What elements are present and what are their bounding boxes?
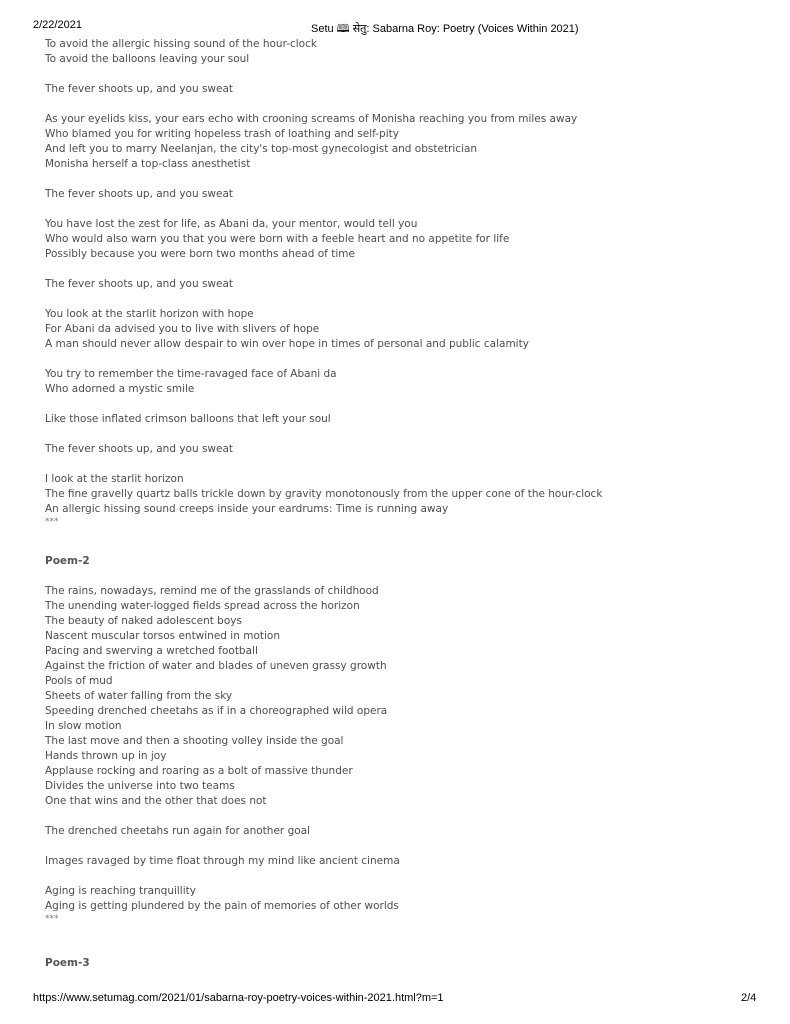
stanza-gap <box>45 292 765 307</box>
poem-line: Monisha herself a top-class anesthetist <box>45 158 251 170</box>
poem-line: I look at the starlit horizon <box>45 473 184 485</box>
poem-line: Images ravaged by time float through my mind like ancient cinema <box>45 855 400 867</box>
poem-refrain: The fever shoots up, and you sweat <box>45 83 234 95</box>
stanza-gap <box>45 457 765 472</box>
poem-line: The last move and then a shooting volley inside the goal <box>45 735 344 747</box>
section-separator: *** <box>45 517 59 527</box>
stanza-gap <box>45 67 765 82</box>
print-page-title: Setu 🕮 सेतु: Sabarna Roy: Poetry (Voices Within 2021) <box>311 23 579 35</box>
poem-line: The fine gravelly quartz balls trickle down by gravity monotonously from the upper cone of the hour-clock <box>45 488 603 500</box>
print-header <box>0 19 790 33</box>
stanza-gap <box>45 262 765 277</box>
section-separator: *** <box>45 914 59 924</box>
stanza-gap <box>45 397 765 412</box>
section-gap <box>45 528 765 554</box>
poem-heading: Poem-2 <box>45 555 90 567</box>
poem-line: The drenched cheetahs run again for another goal <box>45 825 311 837</box>
poem-line: For Abani da advised you to live with slivers of hope <box>45 323 320 335</box>
poem-heading: Poem-3 <box>45 957 90 969</box>
poem-refrain: The fever shoots up, and you sweat <box>45 188 234 200</box>
poem-line: Applause rocking and roaring as a bolt of massive thunder <box>45 765 353 777</box>
poem-line: To avoid the balloons leaving your soul <box>45 53 250 65</box>
poem-line: To avoid the allergic hissing sound of the hour-clock <box>45 38 317 50</box>
stanza-gap <box>45 569 765 584</box>
poem-line: Aging is reaching tranquillity <box>45 885 196 897</box>
section-gap <box>45 925 765 956</box>
poem-line: You have lost the zest for life, as Abani da, your mentor, would tell you <box>45 218 418 230</box>
stanza-gap <box>45 869 765 884</box>
print-footer <box>0 992 790 1006</box>
poem-line: A man should never allow despair to win over hope in times of personal and public calamity <box>45 338 529 350</box>
poem-line: The beauty of naked adolescent boys <box>45 615 242 627</box>
stanza-gap <box>45 809 765 824</box>
stanza-gap <box>45 352 765 367</box>
poem-line: And left you to marry Neelanjan, the city's top-most gynecologist and obstetrician <box>45 143 478 155</box>
stanza-gap <box>45 427 765 442</box>
poem-line: Possibly because you were born two months ahead of time <box>45 248 355 260</box>
poem-line: The rains, nowadays, remind me of the grasslands of childhood <box>45 585 379 597</box>
poem-line: As your eyelids kiss, your ears echo with crooning screams of Monisha reaching you from miles away <box>45 113 578 125</box>
stanza-gap <box>45 97 765 112</box>
poem-line: Nascent muscular torsos entwined in motion <box>45 630 280 642</box>
poem-line: Who would also warn you that you were born with a feeble heart and no appetite for life <box>45 233 510 245</box>
article-body <box>45 37 765 971</box>
stanza-gap <box>45 172 765 187</box>
poem-line: Who blamed you for writing hopeless trash of loathing and self-pity <box>45 128 399 140</box>
poem-line: Like those inflated crimson balloons that left your soul <box>45 413 331 425</box>
stanza-gap <box>45 202 765 217</box>
poem-line: One that wins and the other that does not <box>45 795 267 807</box>
poem-line: Who adorned a mystic smile <box>45 383 195 395</box>
poem-line: You try to remember the time-ravaged face of Abani da <box>45 368 337 380</box>
poem-line: Sheets of water falling from the sky <box>45 690 233 702</box>
poem-line: Divides the universe into two teams <box>45 780 235 792</box>
print-date: 2/22/2021 <box>33 19 82 31</box>
poem-line: You look at the starlit horizon with hope <box>45 308 254 320</box>
poem-line: Pools of mud <box>45 675 113 687</box>
poem-refrain: The fever shoots up, and you sweat <box>45 278 234 290</box>
poem-line: Aging is getting plundered by the pain of memories of other worlds <box>45 900 399 912</box>
print-url: https://www.setumag.com/2021/01/sabarna-roy-poetry-voices-within-2021.html?m=1 <box>33 992 444 1004</box>
poem-refrain: The fever shoots up, and you sweat <box>45 443 234 455</box>
poem-line: Pacing and swerving a wretched football <box>45 645 258 657</box>
page-number: 2/4 <box>741 992 757 1004</box>
poem-line: Against the friction of water and blades of uneven grassy growth <box>45 660 387 672</box>
poem-line: Hands thrown up in joy <box>45 750 167 762</box>
poem-line: Speeding drenched cheetahs as if in a choreographed wild opera <box>45 705 388 717</box>
poem-line: In slow motion <box>45 720 122 732</box>
poem-line: An allergic hissing sound creeps inside your eardrums: Time is running away <box>45 503 449 515</box>
stanza-gap <box>45 839 765 854</box>
poem-line: The unending water-logged fields spread across the horizon <box>45 600 360 612</box>
